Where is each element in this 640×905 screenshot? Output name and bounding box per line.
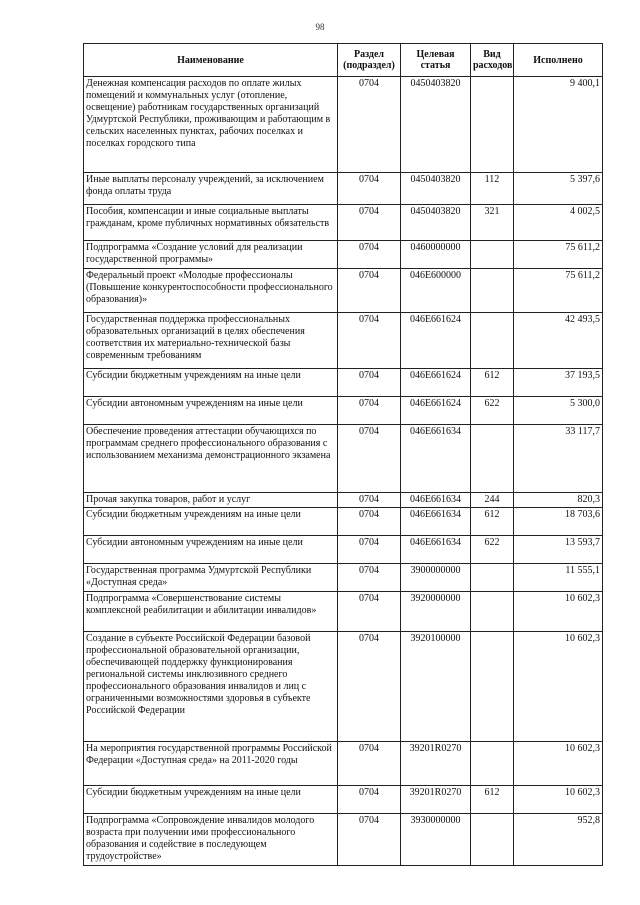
- row-amount: 9 400,1: [514, 77, 603, 173]
- row-amount: 42 493,5: [514, 313, 603, 369]
- row-article: 046E661624: [401, 313, 471, 369]
- row-type: [471, 632, 514, 742]
- row-article: 0460000000: [401, 241, 471, 269]
- row-type: [471, 241, 514, 269]
- row-type: 622: [471, 536, 514, 564]
- page-number: 98: [315, 22, 325, 32]
- header-section: Раздел (подраздел): [338, 44, 401, 77]
- row-name: Подпрограмма «Совершенствование системы комплексной реабилитации и абилитации инвалидов»: [84, 592, 338, 632]
- row-name: На мероприятия государственной программы Российской Федерации «Доступная среда» на 2011-2020 годы: [84, 742, 338, 786]
- row-amount: 75 611,2: [514, 269, 603, 313]
- row-type: [471, 564, 514, 592]
- row-article: 046E661634: [401, 508, 471, 536]
- row-name: Государственная программа Удмуртской Республики «Доступная среда»: [84, 564, 338, 592]
- row-section: 0704: [338, 592, 401, 632]
- row-name: Федеральный проект «Молодые профессионалы (Повышение конкурентоспособности профессионального образования)»: [84, 269, 338, 313]
- row-section: 0704: [338, 493, 401, 508]
- row-type: [471, 77, 514, 173]
- row-section: 0704: [338, 742, 401, 786]
- row-type: 622: [471, 397, 514, 425]
- table-row: [84, 493, 603, 508]
- row-type: [471, 313, 514, 369]
- row-article: 046E661624: [401, 397, 471, 425]
- row-article: 3920100000: [401, 632, 471, 742]
- row-type: 612: [471, 508, 514, 536]
- row-section: 0704: [338, 77, 401, 173]
- header-article: Целевая статья: [401, 44, 471, 77]
- row-section: 0704: [338, 632, 401, 742]
- table-row: [84, 742, 603, 786]
- row-article: 046E661634: [401, 425, 471, 493]
- row-amount: 18 703,6: [514, 508, 603, 536]
- row-article: 0450403820: [401, 77, 471, 173]
- row-article: 3920000000: [401, 592, 471, 632]
- table-row: [84, 425, 603, 493]
- row-name: Государственная поддержка профессиональных образовательных организаций в целях обеспечения соответствия их материально-технической базы современным требованиям: [84, 313, 338, 369]
- row-amount: 33 117,7: [514, 425, 603, 493]
- row-name: Пособия, компенсации и иные социальные выплаты гражданам, кроме публичных нормативных обязательств: [84, 205, 338, 241]
- row-section: 0704: [338, 564, 401, 592]
- header-name: Наименование: [84, 44, 338, 77]
- row-name: Обеспечение проведения аттестации обучающихся по программам среднего профессионального образования с использованием механизма демонстрационного экзамена: [84, 425, 338, 493]
- row-name: Денежная компенсация расходов по оплате жилых помещений и коммунальных услуг (отопление, освещение) работникам государственных организаций Удмуртской Республики, проживающим и работающим в сельских населенных пунктах, рабочих поселках и поселках городского типа: [84, 77, 338, 173]
- row-type: [471, 814, 514, 866]
- row-type: 612: [471, 369, 514, 397]
- row-section: 0704: [338, 269, 401, 313]
- row-amount: 75 611,2: [514, 241, 603, 269]
- budget-table: [83, 43, 603, 866]
- row-article: 046E661634: [401, 536, 471, 564]
- table-row: [84, 397, 603, 425]
- table-row: [84, 632, 603, 742]
- row-name: Иные выплаты персоналу учреждений, за исключением фонда оплаты труда: [84, 173, 338, 205]
- row-amount: 10 602,3: [514, 786, 603, 814]
- row-name: Прочая закупка товаров, работ и услуг: [84, 493, 338, 508]
- row-amount: 820,3: [514, 493, 603, 508]
- row-type: 321: [471, 205, 514, 241]
- table-row: [84, 269, 603, 313]
- row-type: [471, 742, 514, 786]
- table-row: [84, 592, 603, 632]
- row-name: Субсидии автономным учреждениям на иные цели: [84, 536, 338, 564]
- table-row: [84, 205, 603, 241]
- table-row: [84, 173, 603, 205]
- table-row: [84, 77, 603, 173]
- row-name: Субсидии бюджетным учреждениям на иные цели: [84, 508, 338, 536]
- row-name: Субсидии бюджетным учреждениям на иные цели: [84, 369, 338, 397]
- row-article: 046E661624: [401, 369, 471, 397]
- row-amount: 37 193,5: [514, 369, 603, 397]
- table-row: [84, 313, 603, 369]
- table-row: [84, 536, 603, 564]
- row-section: 0704: [338, 397, 401, 425]
- row-section: 0704: [338, 173, 401, 205]
- row-amount: 10 602,3: [514, 632, 603, 742]
- row-section: 0704: [338, 536, 401, 564]
- row-name: Подпрограмма «Сопровождение инвалидов молодого возраста при получении ими профессионального образования и содействие в последующем трудоустройстве»: [84, 814, 338, 866]
- row-amount: 13 593,7: [514, 536, 603, 564]
- table-header-row: [84, 44, 603, 77]
- header-amount: Исполнено: [514, 44, 603, 77]
- table-row: [84, 786, 603, 814]
- row-section: 0704: [338, 425, 401, 493]
- row-article: 0450403820: [401, 173, 471, 205]
- row-article: 0450403820: [401, 205, 471, 241]
- row-amount: 5 397,6: [514, 173, 603, 205]
- row-name: Создание в субъекте Российской Федерации базовой профессиональной образовательной организации, обеспечивающей поддержку функционирования региональной системы инклюзивного среднего профессионального образования инвалидов и лиц с ограниченными возможностями здоровья в субъекте Российской Федерации: [84, 632, 338, 742]
- row-name: Подпрограмма «Создание условий для реализации государственной программы»: [84, 241, 338, 269]
- row-type: 612: [471, 786, 514, 814]
- row-article: 046E600000: [401, 269, 471, 313]
- row-name: Субсидии автономным учреждениям на иные цели: [84, 397, 338, 425]
- table-row: [84, 369, 603, 397]
- table-row: [84, 241, 603, 269]
- row-type: [471, 425, 514, 493]
- row-section: 0704: [338, 369, 401, 397]
- row-type: 244: [471, 493, 514, 508]
- table-row: [84, 508, 603, 536]
- row-amount: 10 602,3: [514, 742, 603, 786]
- row-section: 0704: [338, 508, 401, 536]
- table-row: [84, 564, 603, 592]
- row-section: 0704: [338, 205, 401, 241]
- row-amount: 5 300,0: [514, 397, 603, 425]
- row-section: 0704: [338, 241, 401, 269]
- row-type: [471, 269, 514, 313]
- row-article: 3930000000: [401, 814, 471, 866]
- header-type: Вид расходов: [471, 44, 514, 77]
- row-article: 046E661634: [401, 493, 471, 508]
- row-article: 39201R0270: [401, 742, 471, 786]
- row-section: 0704: [338, 786, 401, 814]
- row-amount: 10 602,3: [514, 592, 603, 632]
- row-amount: 4 002,5: [514, 205, 603, 241]
- row-section: 0704: [338, 814, 401, 866]
- row-amount: 952,8: [514, 814, 603, 866]
- row-type: [471, 592, 514, 632]
- row-type: 112: [471, 173, 514, 205]
- table-row: [84, 814, 603, 866]
- row-section: 0704: [338, 313, 401, 369]
- row-article: 39201R0270: [401, 786, 471, 814]
- table-body: [84, 77, 603, 866]
- row-article: 3900000000: [401, 564, 471, 592]
- row-amount: 11 555,1: [514, 564, 603, 592]
- row-name: Субсидии бюджетным учреждениям на иные цели: [84, 786, 338, 814]
